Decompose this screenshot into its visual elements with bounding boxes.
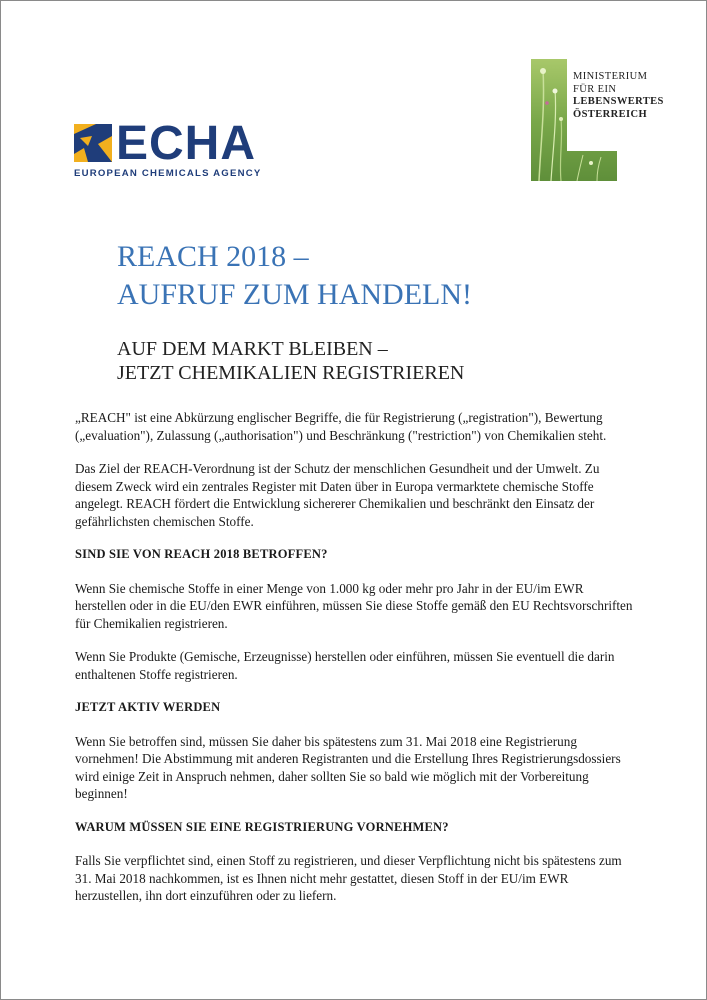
why-register-paragraph: Falls Sie verpflichtet sind, einen Stoff zu registrieren, und dieser Verpflichtung nicht bis spätestens zum 31. Mai 2018 nachkommen, ist es Ihnen nicht mehr gestattet, diesen Stoff in der EU/im EWR herzustellen, ihn dort einzuführen oder zu liefern.	[75, 853, 622, 903]
ministry-line-3: LEBENSWERTES	[573, 96, 664, 107]
echa-subtitle: EUROPEAN CHEMICALS AGENCY	[74, 168, 262, 179]
section-heading-why-register: WARUM MÜSSEN SIE EINE REGISTRIERUNG VORNEHMEN?	[75, 819, 449, 834]
page-subtitle	[117, 337, 464, 385]
echa-mark-icon	[74, 124, 112, 162]
ministry-line-4: ÖSTERREICH	[573, 108, 648, 120]
ministry-name	[573, 71, 664, 121]
affected-paragraph-2: Wenn Sie Produkte (Gemische, Erzeugnisse) herstellen oder einführen, müssen Sie eventuell die darin enthaltenen Stoffe registrieren.	[75, 649, 615, 682]
act-now-paragraph: Wenn Sie betroffen sind, müssen Sie daher bis spätestens zum 31. Mai 2018 eine Registrierung vornehmen! Die Abstimmung mit anderen Registranten und die Erstellung Ihres Registrierungsdossiers wird einige Zeit in Anspruch nehmen, daher sollten Sie so bald wie möglich mit der Vorbereitung beginnen!	[75, 733, 621, 801]
ministry-logo	[531, 59, 666, 181]
affected-paragraph-1: Wenn Sie chemische Stoffe in einer Menge von 1.000 kg oder mehr pro Jahr in der EU/im EWR herstellen oder in die EU/den EWR einführen, müssen Sie diese Stoffe gemäß den EU Rechtsvorschriften für Chemikalien registrieren.	[75, 580, 633, 631]
page-title	[117, 238, 472, 314]
intro-paragraph: „REACH" ist eine Abkürzung englischer Begriffe, die für Registrierung („registration"), Bewertung („evaluation"), Zulassung („authorisation") und Beschränkung ("restriction") von Chemikalien steht.	[75, 410, 607, 443]
page-title-line-2: AUFRUF ZUM HANDELN!	[117, 278, 473, 311]
page-subtitle-line-2: JETZT CHEMIKALIEN REGISTRIEREN	[117, 362, 465, 384]
page-subtitle-line-1: AUF DEM MARKT BLEIBEN –	[117, 338, 388, 360]
section-heading-affected: SIND SIE VON REACH 2018 BETROFFEN?	[75, 547, 328, 561]
ministry-line-1: MINISTERIUM	[573, 71, 648, 82]
goal-paragraph: Das Ziel der REACH-Verordnung ist der Schutz der menschlichen Gesundheit und der Umwelt. Zu diesem Zweck wird ein zentrales Register mit Daten über in Europa vermarktete chemische Stoffe angelegt. REACH fördert die Entwicklung sichererer Chemikalien und beschränkt den Einsatz der gefährlichsten chemischen Stoffe.	[75, 461, 600, 529]
echa-logo	[74, 117, 289, 184]
page-title-line-1: REACH 2018 –	[117, 240, 309, 273]
section-heading-act-now: JETZT AKTIV WERDEN	[75, 700, 221, 714]
ministry-line-2: FÜR EIN	[573, 83, 617, 95]
document-body	[75, 409, 635, 921]
echa-wordmark: ECHA	[116, 117, 257, 170]
